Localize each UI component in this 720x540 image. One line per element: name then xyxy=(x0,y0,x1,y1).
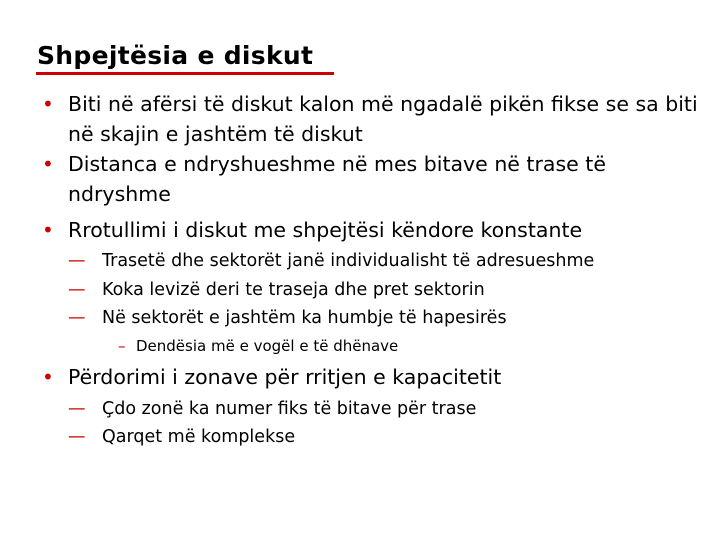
sub-bullet-text: Çdo zonë ka numer fiks të bitave për trase xyxy=(102,399,477,419)
sub-sub-bullet-item xyxy=(118,335,698,357)
bullet-item xyxy=(42,215,712,245)
bullet-text: Distanca e ndryshueshme në mes bitave në trase të ndryshme xyxy=(68,152,606,206)
sub-bullet-text: Trasetë dhe sektorët janë individualisht të adresueshme xyxy=(102,251,595,271)
slide-title: Shpejtësia e diskut xyxy=(37,41,314,70)
sub-bullet-item xyxy=(68,304,708,332)
bullet-text: Rrotullimi i diskut me shpejtësi këndore konstante xyxy=(68,218,583,242)
sub-bullet-marker: — xyxy=(68,251,86,271)
sub-sub-bullet-marker: – xyxy=(118,337,126,355)
bullet-marker: • xyxy=(42,92,54,116)
bullet-marker: • xyxy=(42,218,54,242)
sub-bullet-marker: — xyxy=(68,280,86,300)
sub-bullet-marker: — xyxy=(68,399,86,419)
sub-bullet-item xyxy=(68,247,708,275)
bullet-marker: • xyxy=(42,152,54,176)
sub-bullet-item xyxy=(68,423,708,451)
sub-bullet-text: Në sektorët e jashtëm ka humbje të hapesirës xyxy=(102,308,507,328)
sub-sub-bullet-text: Dendësia më e vogël e të dhënave xyxy=(136,337,399,355)
sub-bullet-marker: — xyxy=(68,308,86,328)
sub-bullet-marker: — xyxy=(68,427,86,447)
bullet-text: Përdorimi i zonave për rritjen e kapacitetit xyxy=(68,365,502,389)
bullet-marker: • xyxy=(42,365,54,389)
sub-bullet-text: Qarqet më komplekse xyxy=(102,427,296,447)
sub-bullet-text: Koka levizë deri te traseja dhe pret sektorin xyxy=(102,280,485,300)
bullet-text: Biti në afërsi të diskut kalon më ngadalë pikën fikse se sa biti në skajin e jashtëm të diskut xyxy=(68,92,698,146)
sub-bullet-item xyxy=(68,276,708,304)
bullet-item xyxy=(42,149,682,209)
bullet-item xyxy=(42,362,712,392)
sub-bullet-item xyxy=(68,395,708,423)
bullet-item xyxy=(42,89,707,149)
